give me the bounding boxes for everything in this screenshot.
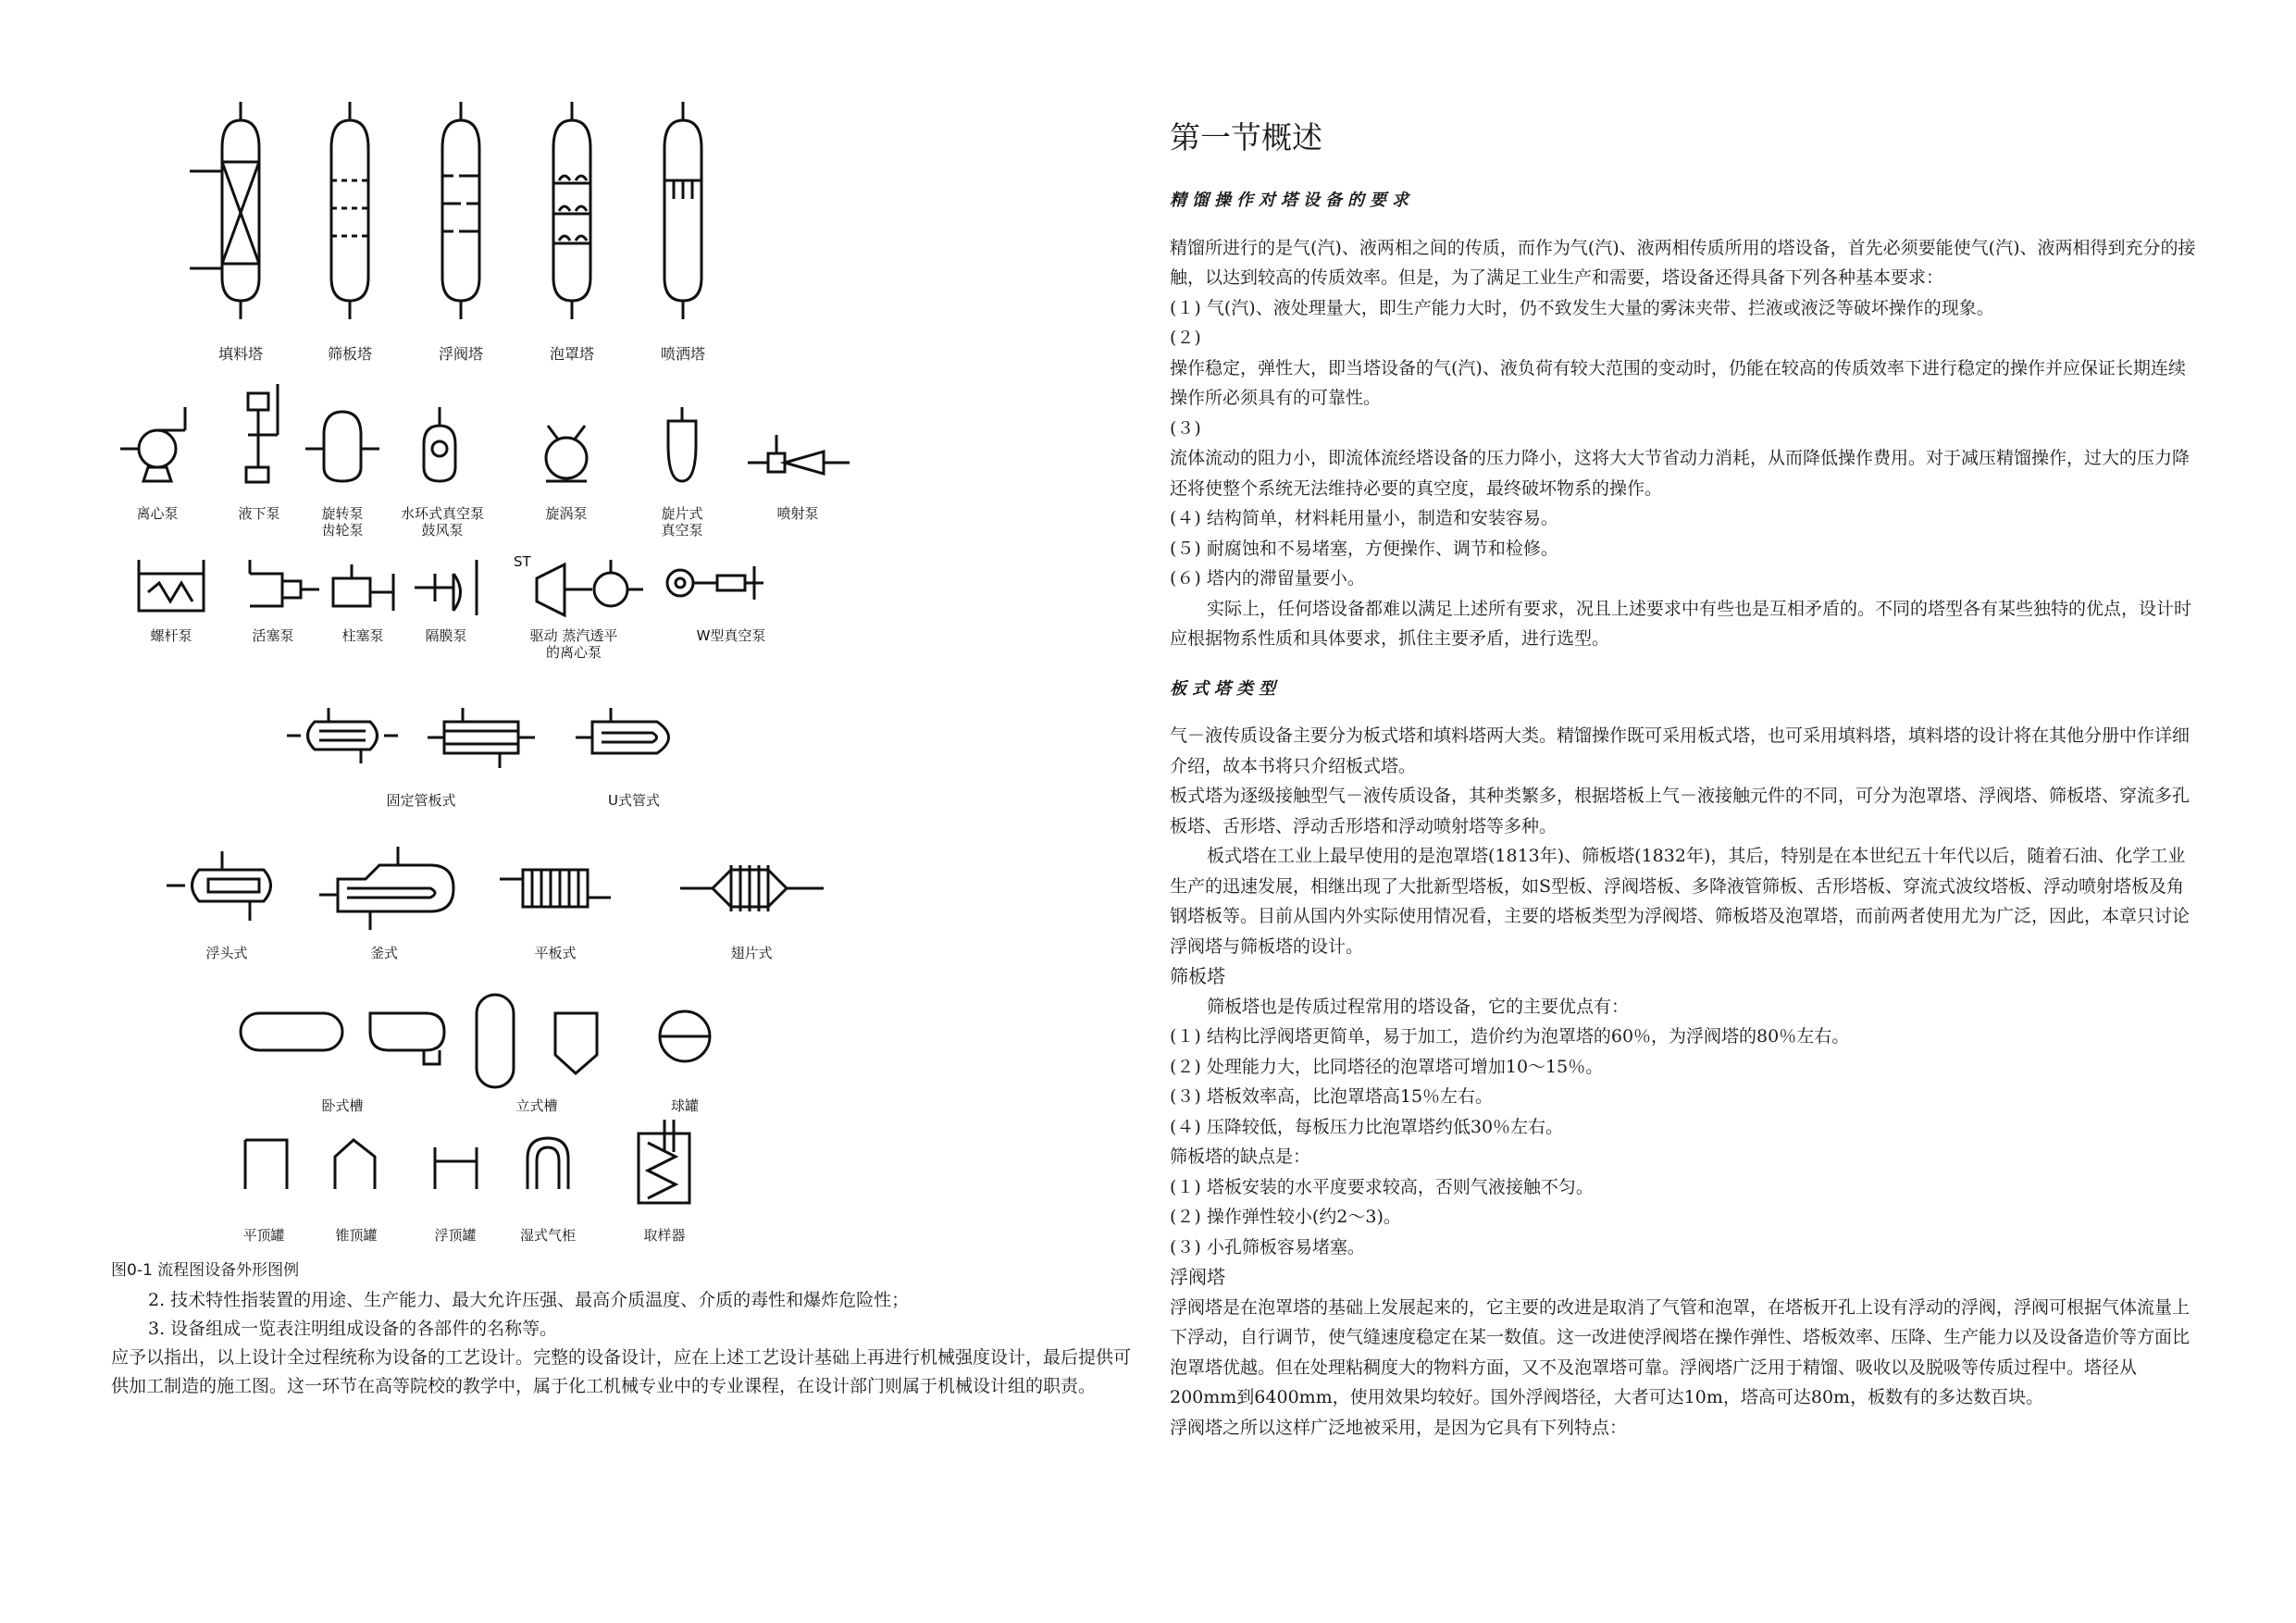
exchanger-row-1: [287, 708, 669, 809]
fixed-tube-sheet-exchanger-symbol: [287, 708, 398, 763]
paragraph: 实际上，任何塔设备都难以满足上述所有要求，况且上述要求中有些也是互相矛盾的。不同的塔型各有某些独特的优点，设计时应根据物系性质和具体要求，抓住主要矛盾，进行选型。: [1170, 598, 2192, 649]
flat-roof-tank-symbol: [245, 1140, 287, 1189]
rotary-pump-symbol: [305, 412, 379, 481]
paragraph: 浮阀塔之所以这样广泛地被采用，是因为它具有下列特点：: [1170, 1417, 1628, 1438]
plate-exchanger-symbol: [500, 870, 611, 907]
subsection-heading: 精馏操作对塔设备的要求: [1170, 191, 1414, 210]
valve-column-symbol: [442, 102, 479, 319]
requirement-item: (２): [1170, 328, 1201, 348]
tank-label: 浮顶罐: [434, 1227, 477, 1244]
requirement-item: (６) 塔内的滞留量要小。: [1170, 568, 1365, 588]
steam-turbine-tag: ST: [514, 553, 531, 570]
floating-roof-tank-symbol: [435, 1147, 477, 1189]
requirement-item-text: 流体流动的阻力小，即流体流经塔设备的压力降小，这将大大节省动力消耗，从而降低操作费用。对于减压精馏操作，过大的压力降还将使整个系统无法维持必要的真空度，最终破坏物系的操作。: [1170, 448, 2191, 499]
pump-label: 柱塞泵: [341, 627, 384, 644]
disadvantage-item: (１) 塔板安装的水平度要求较高，否则气液接触不匀。: [1170, 1176, 1594, 1197]
right-text-column: [1170, 116, 2197, 1443]
advantage-item: (３) 塔板效率高，比泡罩塔高15％左右。: [1170, 1086, 1494, 1107]
pump-label: 旋涡泵: [545, 505, 588, 522]
sampler-symbol: [639, 1120, 689, 1203]
pump-label: 旋转泵齿轮泵: [321, 505, 364, 539]
column-label: 填料塔: [217, 345, 264, 363]
exchanger-label: 固定管板式: [386, 792, 456, 809]
vessel-row: [241, 995, 710, 1114]
pump-label: 驱动 蒸汽透平的离心泵: [529, 627, 618, 661]
submerged-pump-symbol: [246, 384, 278, 482]
vessel-label: 球罐: [670, 1097, 700, 1114]
vertical-tank-symbol: [555, 1013, 597, 1073]
vessel-label: 卧式槽: [321, 1097, 364, 1114]
pump-label: 液下泵: [238, 505, 280, 522]
vortex-pump-symbol: [546, 426, 587, 481]
subsection-heading: 板式塔类型: [1170, 678, 1281, 699]
disadvantage-item: (２) 操作弹性较小(约2～3)。: [1170, 1207, 1401, 1227]
advantage-item: (２) 处理能力大，比同塔径的泡罩塔可增加10～15％。: [1170, 1056, 1604, 1077]
pump-label: 旋片式真空泵: [661, 505, 703, 539]
plunger-pump-symbol: [333, 564, 393, 611]
paragraph: 板式塔为逐级接触型气－液传质设备，其种类繁多，根据塔板上气－液接触元件的不同，可分为泡罩塔、浮阀塔、筛板塔、穿流多孔板塔、舌形塔、浮动舌形塔和浮动喷射塔等多种。: [1170, 786, 2191, 836]
advantage-item: (４) 压降较低，每板压力比泡罩塔约低30％左右。: [1170, 1116, 1564, 1137]
exchanger-row-2: [167, 847, 824, 961]
paragraph: 气－液传质设备主要分为板式塔和填料塔两大类。精馏操作既可采用板式塔，也可采用填料塔，填料塔的设计将在其他分册中作详细介绍，故本书将只介绍板式塔。: [1170, 725, 2191, 776]
packed-column-symbol: [190, 102, 259, 319]
exchanger-label: 浮头式: [205, 945, 248, 961]
exchanger-label: 翅片式: [730, 945, 773, 961]
requirement-item: (３): [1170, 417, 1201, 439]
advantage-item: (１) 结构比浮阀塔更简单，易于加工，造价约为泡罩塔的60％，为浮阀塔的80％左右。: [1170, 1026, 1850, 1047]
paragraph: 浮阀塔是在泡罩塔的基础上发展起来的，它主要的改进是取消了气管和泡罩，在塔板开孔上设有浮动的浮阀，浮阀可根据气体流量上下浮动，自行调节，使气缝速度稳定在某一数值。这一改进使浮阀塔在操作弹性、塔板效率、压降、生产能力以及设备造价等方面比泡罩塔优越。但在处理粘稠度大的物料方面，又不及泡罩塔可靠。浮阀塔广泛用于精馏、吸收以及脱吸等传质过程中。塔径从200mm到6400mm，使用效果均较好。国外浮阀塔径，大者可达10m，塔高可达80m，板数有的多达数百块。: [1170, 1296, 2191, 1407]
column-row: [190, 102, 705, 363]
pump-row-1: [120, 384, 850, 539]
spray-column-symbol: [664, 102, 701, 319]
floating-head-exchanger-symbol: [167, 851, 271, 921]
vessel-label: 立式槽: [515, 1097, 558, 1114]
u-tube-exchanger-symbol: [576, 708, 669, 753]
steam-turbine-pump-symbol: [514, 553, 643, 615]
column-label: 泡罩塔: [549, 345, 595, 363]
disadvantage-item: (３) 小孔筛板容易堵塞。: [1170, 1236, 1365, 1258]
horizontal-tank-symbol: [241, 1013, 342, 1050]
pump-label: 活塞泵: [252, 627, 294, 644]
liquid-ring-vacuum-pump-symbol: [424, 407, 455, 481]
rotary-vane-vacuum-pump-symbol: [668, 407, 696, 481]
centrifugal-pump-symbol: [120, 407, 185, 481]
screw-pump-symbol: [139, 560, 204, 611]
figure-caption: 图0-1 流程图设备外形图例: [111, 1261, 300, 1280]
section-title: 第一节概述: [1170, 119, 1322, 155]
column-label: 浮阀塔: [438, 345, 484, 363]
wet-gas-holder-symbol: [527, 1138, 568, 1189]
paragraph: 筛板塔的缺点是：: [1170, 1146, 1311, 1167]
horizontal-tank-sump-symbol: [424, 1050, 440, 1064]
diaphragm-pump-symbol: [415, 560, 477, 615]
paragraph: 2. 技术特性指装置的用途、生产能力、最大允许压强、最高介质温度、介质的毒性和爆炸危险性；: [148, 1290, 910, 1310]
valve-tray-heading: 浮阀塔: [1170, 1266, 1225, 1288]
exchanger-label: 釜式: [369, 945, 399, 961]
tank-label: 平顶罐: [242, 1227, 285, 1244]
sieve-tray-heading: 筛板塔: [1170, 965, 1225, 987]
horizontal-tank-symbol: [370, 1013, 444, 1050]
kettle-exchanger-symbol: [319, 847, 453, 930]
w-type-vacuum-pump-symbol: [667, 566, 763, 600]
tank-label: 锥顶罐: [335, 1227, 378, 1244]
tank-label: 取样器: [643, 1227, 686, 1244]
pump-label: 离心泵: [136, 505, 179, 522]
finned-exchanger-symbol: [680, 865, 824, 911]
cone-roof-tank-symbol: [335, 1140, 375, 1189]
requirement-item: (５) 耐腐蚀和不易堵塞，方便操作、调节和检修。: [1170, 538, 1558, 559]
jet-pump-symbol: [748, 435, 850, 474]
paragraph: 筛板塔也是传质过程常用的塔设备，它的主要优点有：: [1207, 996, 1630, 1017]
left-text-block: [111, 1286, 1138, 1401]
paragraph: 3. 设备组成一览表注明组成设备的各部件的名称等。: [148, 1319, 558, 1339]
equipment-symbol-figure: [93, 102, 925, 1258]
requirement-item: (４) 结构简单，材料耗用量小，制造和安装容易。: [1170, 508, 1558, 528]
pump-label: 螺杆泵: [150, 627, 192, 644]
paragraph: 精馏所进行的是气(汽)、液两相之间的传质，而作为气(汽)、液两相传质所用的塔设备，首先必须要能使气(汽)、液两相得到充分的接触，以达到较高的传质效率。但是，为了满足工业生产和需要，塔设备还得具备下列各种基本要求：: [1170, 237, 2196, 288]
paragraph: 应予以指出，以上设计全过程统称为设备的工艺设计。完整的设备设计，应在上述工艺设计基础上再进行机械强度设计，最后提供可供加工制造的施工图。这一环节在高等院校的教学中，属于化工机械专业中的专业课程，在设计部门则属于机械设计组的职责。: [111, 1347, 1132, 1396]
bubble-cap-column-symbol: [553, 102, 590, 319]
piston-pump-symbol: [250, 560, 319, 606]
pump-label: W型真空泵: [696, 627, 766, 644]
pump-label: 水环式真空泵鼓风泵: [400, 505, 485, 539]
requirement-item: (１) 气(汽)、液处理量大，即生产能力大时，仍不致发生大量的雾沫夹带、拦液或液泛等破坏操作的现象。: [1170, 297, 1994, 318]
pump-label: 隔膜泵: [425, 627, 467, 644]
exchanger-label: U式管式: [608, 792, 660, 809]
column-label: 喷洒塔: [660, 345, 706, 363]
exchanger-label: 平板式: [534, 945, 577, 961]
sieve-column-symbol: [331, 102, 368, 319]
requirement-item-text: 操作稳定，弹性大，即当塔设备的气(汽)、液负荷有较大范围的变动时，仍能在较高的传质效率下进行稳定的操作并应保证长期连续操作所必须具有的可靠性。: [1170, 357, 2186, 408]
paragraph: 板式塔在工业上最早使用的是泡罩塔(1813年)、筛板塔(1832年)，其后，特别是在本世纪五十年代以后，随着石油、化学工业生产的迅速发展，相继出现了大批新型塔板，如S型板、浮阀塔板、多降液管筛板、舌形塔板、穿流式波纹塔板、浮动喷射塔板及角钢塔板等。目前从国内外实际使用情况看，主要的塔板类型为浮阀塔、筛板塔及泡罩塔，而前两者使用尤为广泛，因此，本章只讨论浮阀塔与筛板塔的设计。: [1170, 846, 2191, 957]
storage-tank-row: [242, 1120, 689, 1244]
tank-label: 湿式气柜: [519, 1227, 577, 1244]
vertical-tank-symbol: [477, 995, 514, 1087]
column-label: 筛板塔: [327, 345, 373, 363]
pump-label: 喷射泵: [776, 505, 819, 522]
fixed-tube-sheet-exchanger-symbol: [428, 708, 535, 768]
pump-row-2: [139, 553, 765, 661]
